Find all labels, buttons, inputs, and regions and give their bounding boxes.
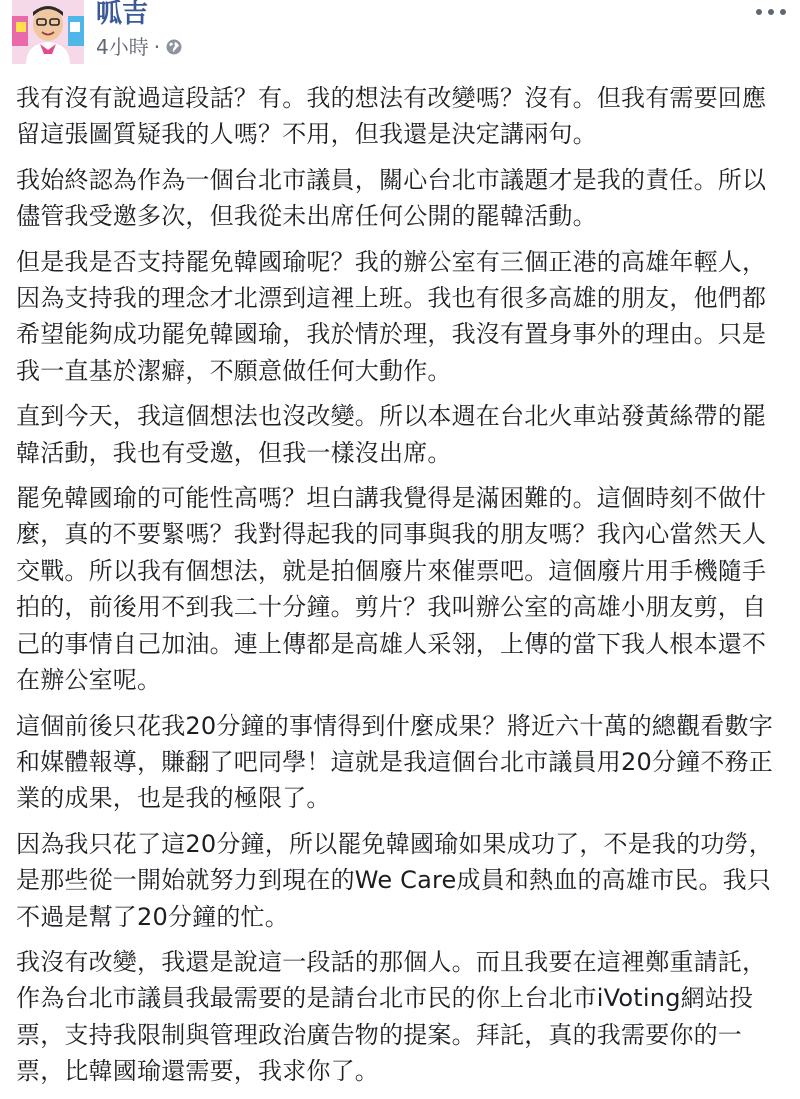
globe-icon[interactable] [165,38,183,56]
post-paragraph: 我沒有改變，我還是說這一段話的那個人。而且我要在這裡鄭重請託，作為台北市議員我最需要的是請台北市民的你上台北市iVoting網站投票，支持我限制與管理政治廣告物的提案。拜託，真的我需要你的一票，比韓國瑜還需要，我求你了。 [16,947,767,1086]
post-paragraph: 我始終認為作為一個台北市議員，關心台北市議題才是我的責任。所以儘管我受邀多次，但我從未出席任何公開的罷韓活動。 [16,165,767,231]
avatar-image [12,0,84,64]
post-paragraph: 但是我是否支持罷免韓國瑜呢？我的辦公室有三個正港的高雄年輕人，因為支持我的理念才北漂到這裡上班。我也有很多高雄的朋友，他們都希望能夠成功罷免韓國瑜，我於情於理，我沒有置身事外的理由。只是我一直基於潔癖，不願意做任何大動作。 [16,247,767,385]
post-paragraph: 直到今天，我這個想法也沒改變。所以本週在台北火車站發黃絲帶的罷韓活動，我也有受邀，但我一樣沒出席。 [16,402,767,467]
more-dot [780,9,786,15]
avatar[interactable] [12,0,84,64]
more-options-icon[interactable] [756,2,786,22]
post-paragraph: 罷免韓國瑜的可能性高嗎？坦白講我覺得是滿困難的。這個時刻不做什麼，真的不要緊嗎？我對得起我的同事與我的朋友嗎？我內心當然天人交戰。所以我有個想法，就是拍個廢片來催票吧。這個廢片用手機隨手拍的，前後用不到我二十分鐘。剪片？我叫辦公室的高雄小朋友剪，自己的事情自己加油。連上傳都是高雄人采翎，上傳的當下我人根本還不在辦公室呢。 [16,484,767,695]
post-paragraph: 這個前後只花我20分鐘的事情得到什麼成果？將近六十萬的總觀看數字和媒體報導，賺翻了吧同學！這就是我這個台北市議員用20分鐘不務正業的成果，也是我的極限了。 [16,711,773,813]
meta-separator: · [153,35,161,59]
author-name[interactable]: 呱吉 [96,0,149,29]
more-dot [768,9,774,15]
post-paragraph: 因為我只花了這20分鐘，所以罷免韓國瑜如果成功了，不是我的功勞，是那些從一開始就努力到現在的We Care成員和熱血的高雄市民。我只不過是幫了20分鐘的忙。 [16,829,773,931]
post-paragraph: 我有沒有說過這段話？有。我的想法有改變嗎？沒有。但我有需要回應留這張圖質疑我的人嗎？不用，但我還是決定講兩句。 [16,84,767,149]
post-body [16,80,788,1099]
more-dot [756,9,762,15]
post-header [0,0,800,70]
post-meta [96,34,183,60]
post-timestamp[interactable]: 4小時 [96,35,149,59]
